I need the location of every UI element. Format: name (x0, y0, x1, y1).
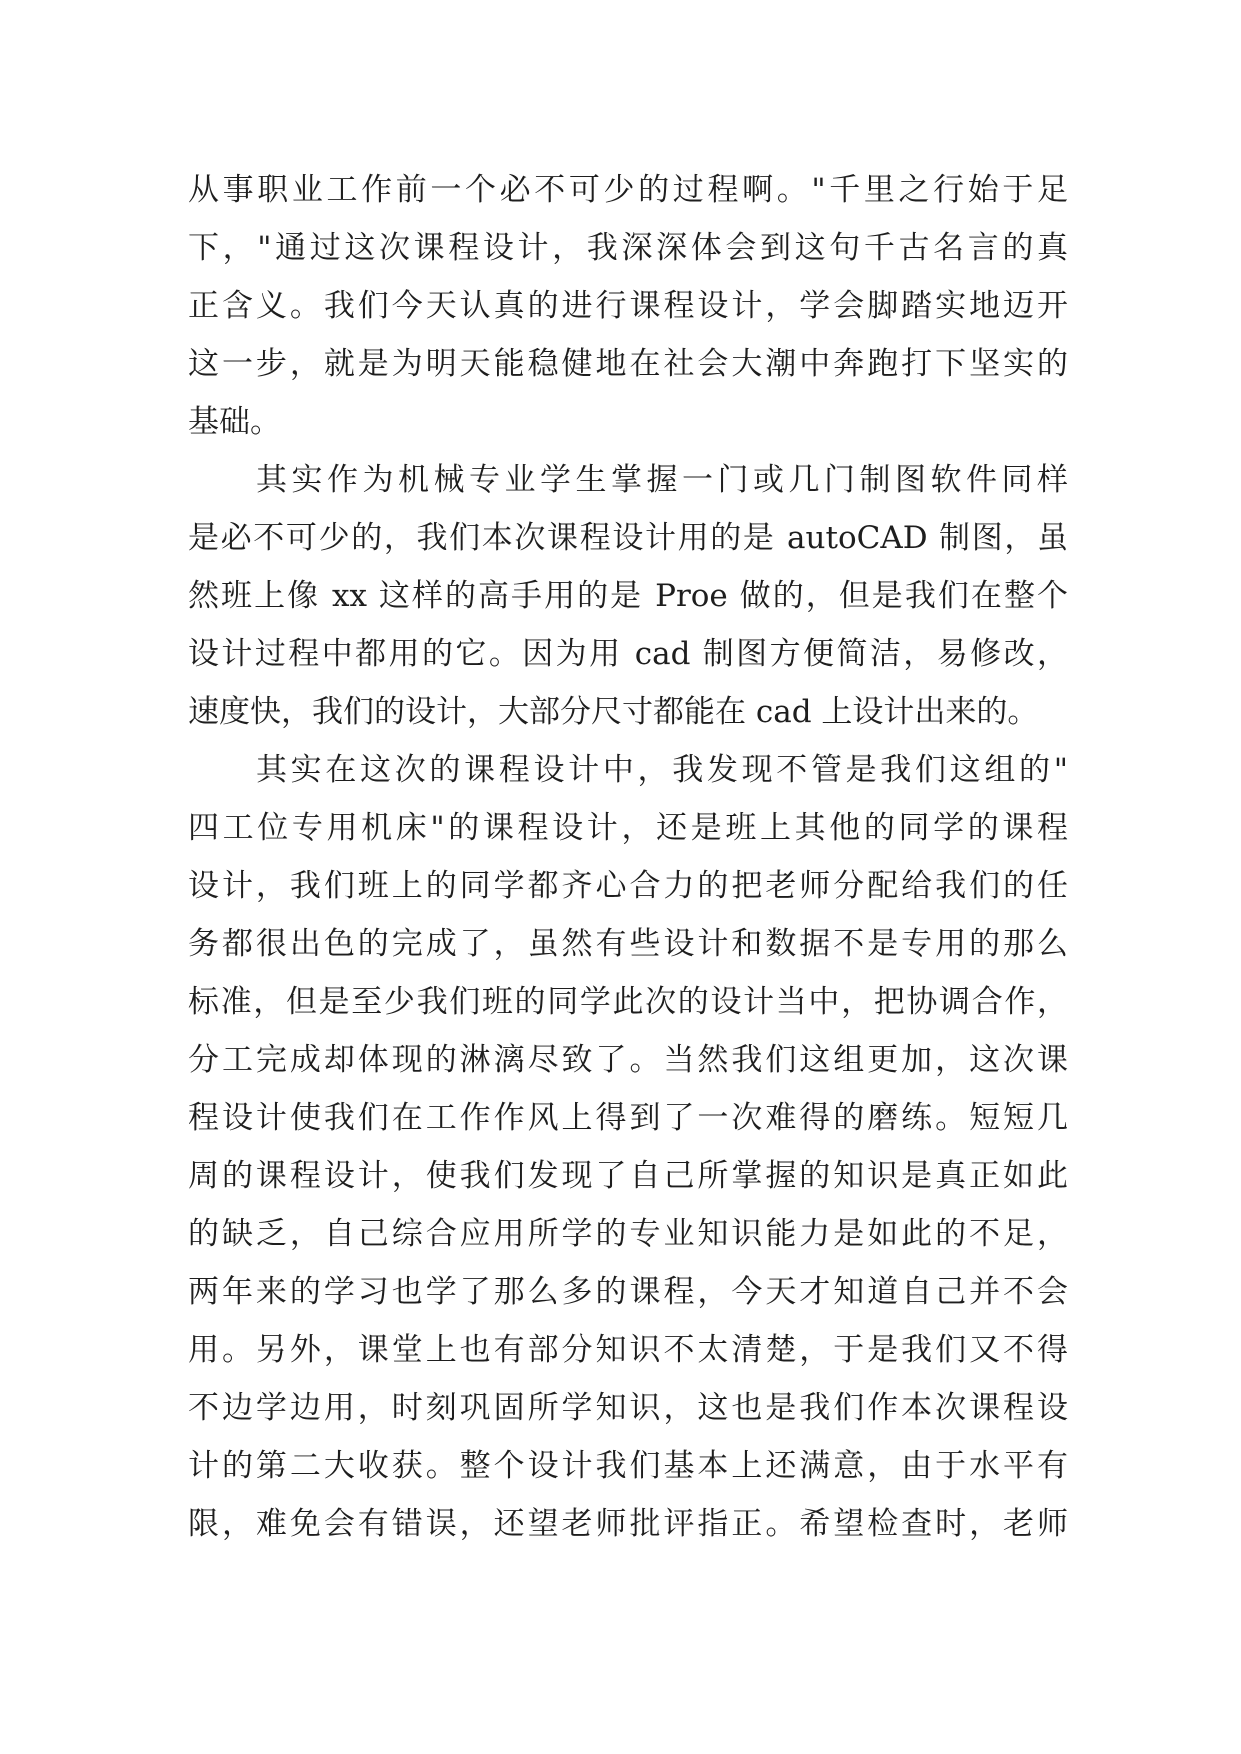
text-line: 然班上像 xx 这样的高手用的是 Proe 做的，但是我们在整个 (188, 578, 1068, 614)
text-line: 速度快，我们的设计，大部分尺寸都能在 cad 上设计出来的。 (188, 694, 1039, 730)
text-line: 用。另外，课堂上也有部分知识不太清楚，于是我们又不得 (188, 1332, 1068, 1368)
text-line: 程设计使我们在工作作风上得到了一次难得的磨练。短短几 (188, 1100, 1068, 1136)
text-line: 正含义。我们今天认真的进行课程设计，学会脚踏实地迈开 (188, 288, 1068, 324)
text-line: 分工完成却体现的淋漓尽致了。当然我们这组更加，这次课 (188, 1042, 1068, 1078)
text-line: 是必不可少的，我们本次课程设计用的是 autoCAD 制图，虽 (188, 520, 1068, 556)
text-line: 下，"通过这次课程设计，我深深体会到这句千古名言的真 (188, 230, 1068, 266)
text-line: 其实在这次的课程设计中，我发现不管是我们这组的" (256, 752, 1068, 788)
text-line: 的缺乏，自己综合应用所学的专业知识能力是如此的不足， (188, 1216, 1068, 1252)
text-line: 四工位专用机床"的课程设计，还是班上其他的同学的课程 (188, 810, 1068, 846)
text-line: 标准，但是至少我们班的同学此次的设计当中，把协调合作， (188, 984, 1068, 1020)
text-line: 从事职业工作前一个必不可少的过程啊。"千里之行始于足 (188, 172, 1068, 208)
body-text (188, 161, 1068, 1553)
text-line: 基础。 (188, 404, 281, 440)
text-line: 计的第二大收获。整个设计我们基本上还满意，由于水平有 (188, 1448, 1068, 1484)
text-line: 限，难免会有错误，还望老师批评指正。希望检查时，老师 (188, 1506, 1068, 1542)
text-line: 其实作为机械专业学生掌握一门或几门制图软件同样 (256, 462, 1068, 498)
text-line: 设计，我们班上的同学都齐心合力的把老师分配给我们的任 (188, 868, 1068, 904)
text-line: 务都很出色的完成了，虽然有些设计和数据不是专用的那么 (188, 926, 1068, 962)
text-line: 这一步，就是为明天能稳健地在社会大潮中奔跑打下坚实的 (188, 346, 1068, 382)
text-line: 周的课程设计，使我们发现了自己所掌握的知识是真正如此 (188, 1158, 1068, 1194)
text-line: 不边学边用，时刻巩固所学知识，这也是我们作本次课程设 (188, 1390, 1068, 1426)
text-line: 设计过程中都用的它。因为用 cad 制图方便简洁，易修改， (188, 636, 1068, 672)
text-line: 两年来的学习也学了那么多的课程，今天才知道自己并不会 (188, 1274, 1068, 1310)
